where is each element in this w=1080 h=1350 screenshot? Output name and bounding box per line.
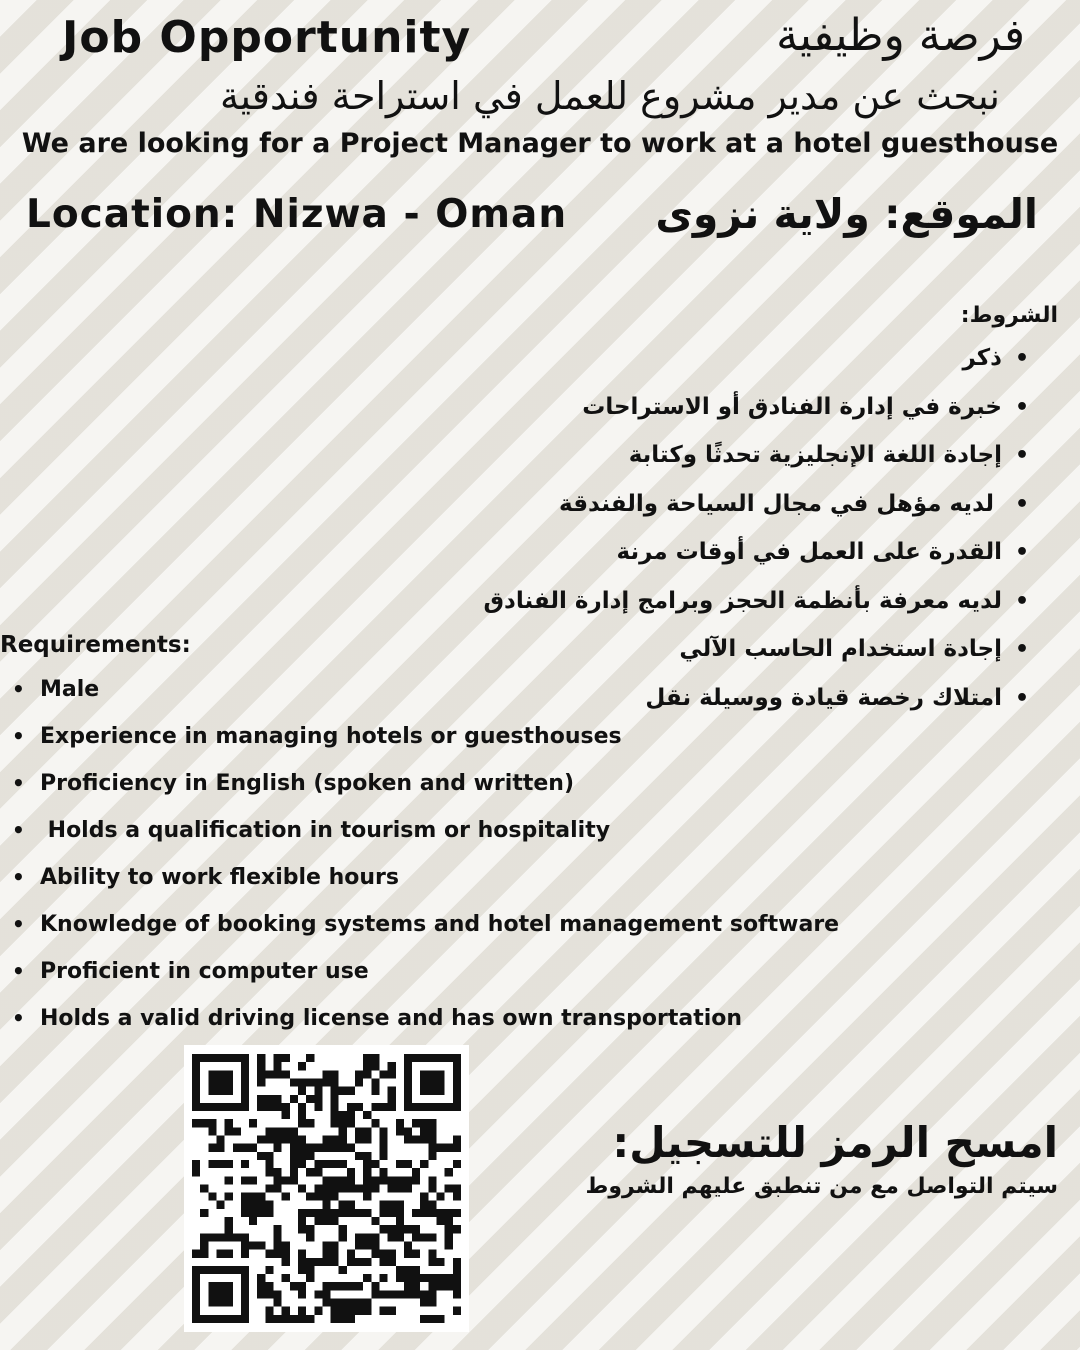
list-item: • Proficiency in English (spoken and written): [12, 771, 839, 818]
list-item: • Male: [12, 677, 839, 724]
list-item: • خبرة في إدارة الفنادق أو الاستراحات: [483, 394, 1042, 443]
location-arabic: الموقع: ولاية نزوى: [655, 190, 1038, 238]
scan-to-register-title: امسح الرمز للتسجيل:: [612, 1118, 1058, 1167]
requirements-arabic-title: الشروط:: [960, 303, 1058, 328]
list-item: • Holds a valid driving license and has own transportation: [12, 1006, 839, 1053]
list-item: • القدرة على العمل في أوقات مرنة: [483, 539, 1042, 588]
list-item: • لديه مؤهل في مجال السياحة والفندقة: [483, 491, 1042, 540]
title-arabic: فرصة وظيفية: [776, 10, 1025, 61]
list-item: • إجادة اللغة الإنجليزية تحدثًا وكتابة: [483, 442, 1042, 491]
list-item: • Holds a qualification in tourism or hospitality: [12, 818, 839, 865]
location-english: Location: Nizwa - Oman: [26, 192, 568, 237]
list-item: • امتلاك رخصة قيادة ووسيلة نقل: [483, 685, 1042, 734]
list-item: • ذكر: [483, 345, 1042, 394]
subtitle-english: We are looking for a Project Manager to work at a hotel guesthouse: [21, 128, 1059, 159]
requirements-arabic-list: [483, 345, 1042, 733]
title-english: Job Opportunity: [62, 12, 472, 63]
list-item: • Knowledge of booking systems and hotel management software: [12, 912, 839, 959]
list-item: • Proficient in computer use: [12, 959, 839, 1006]
qr-code[interactable]: [184, 1045, 469, 1332]
list-item: • Experience in managing hotels or guesthouses: [12, 724, 839, 771]
contact-note: سيتم التواصل مع من تنطبق عليهم الشروط: [585, 1174, 1058, 1199]
list-item: • إجادة استخدام الحاسب الآلي: [483, 636, 1042, 685]
requirements-english-title: Requirements:: [0, 632, 191, 658]
list-item: • لديه معرفة بأنظمة الحجز وبرامج إدارة الفنادق: [483, 588, 1042, 637]
requirements-english-list: [12, 677, 839, 1053]
qr-code-icon: [192, 1053, 461, 1324]
list-item: • Ability to work flexible hours: [12, 865, 839, 912]
subtitle-arabic: نبحث عن مدير مشروع للعمل في استراحة فندقية: [219, 74, 1000, 118]
